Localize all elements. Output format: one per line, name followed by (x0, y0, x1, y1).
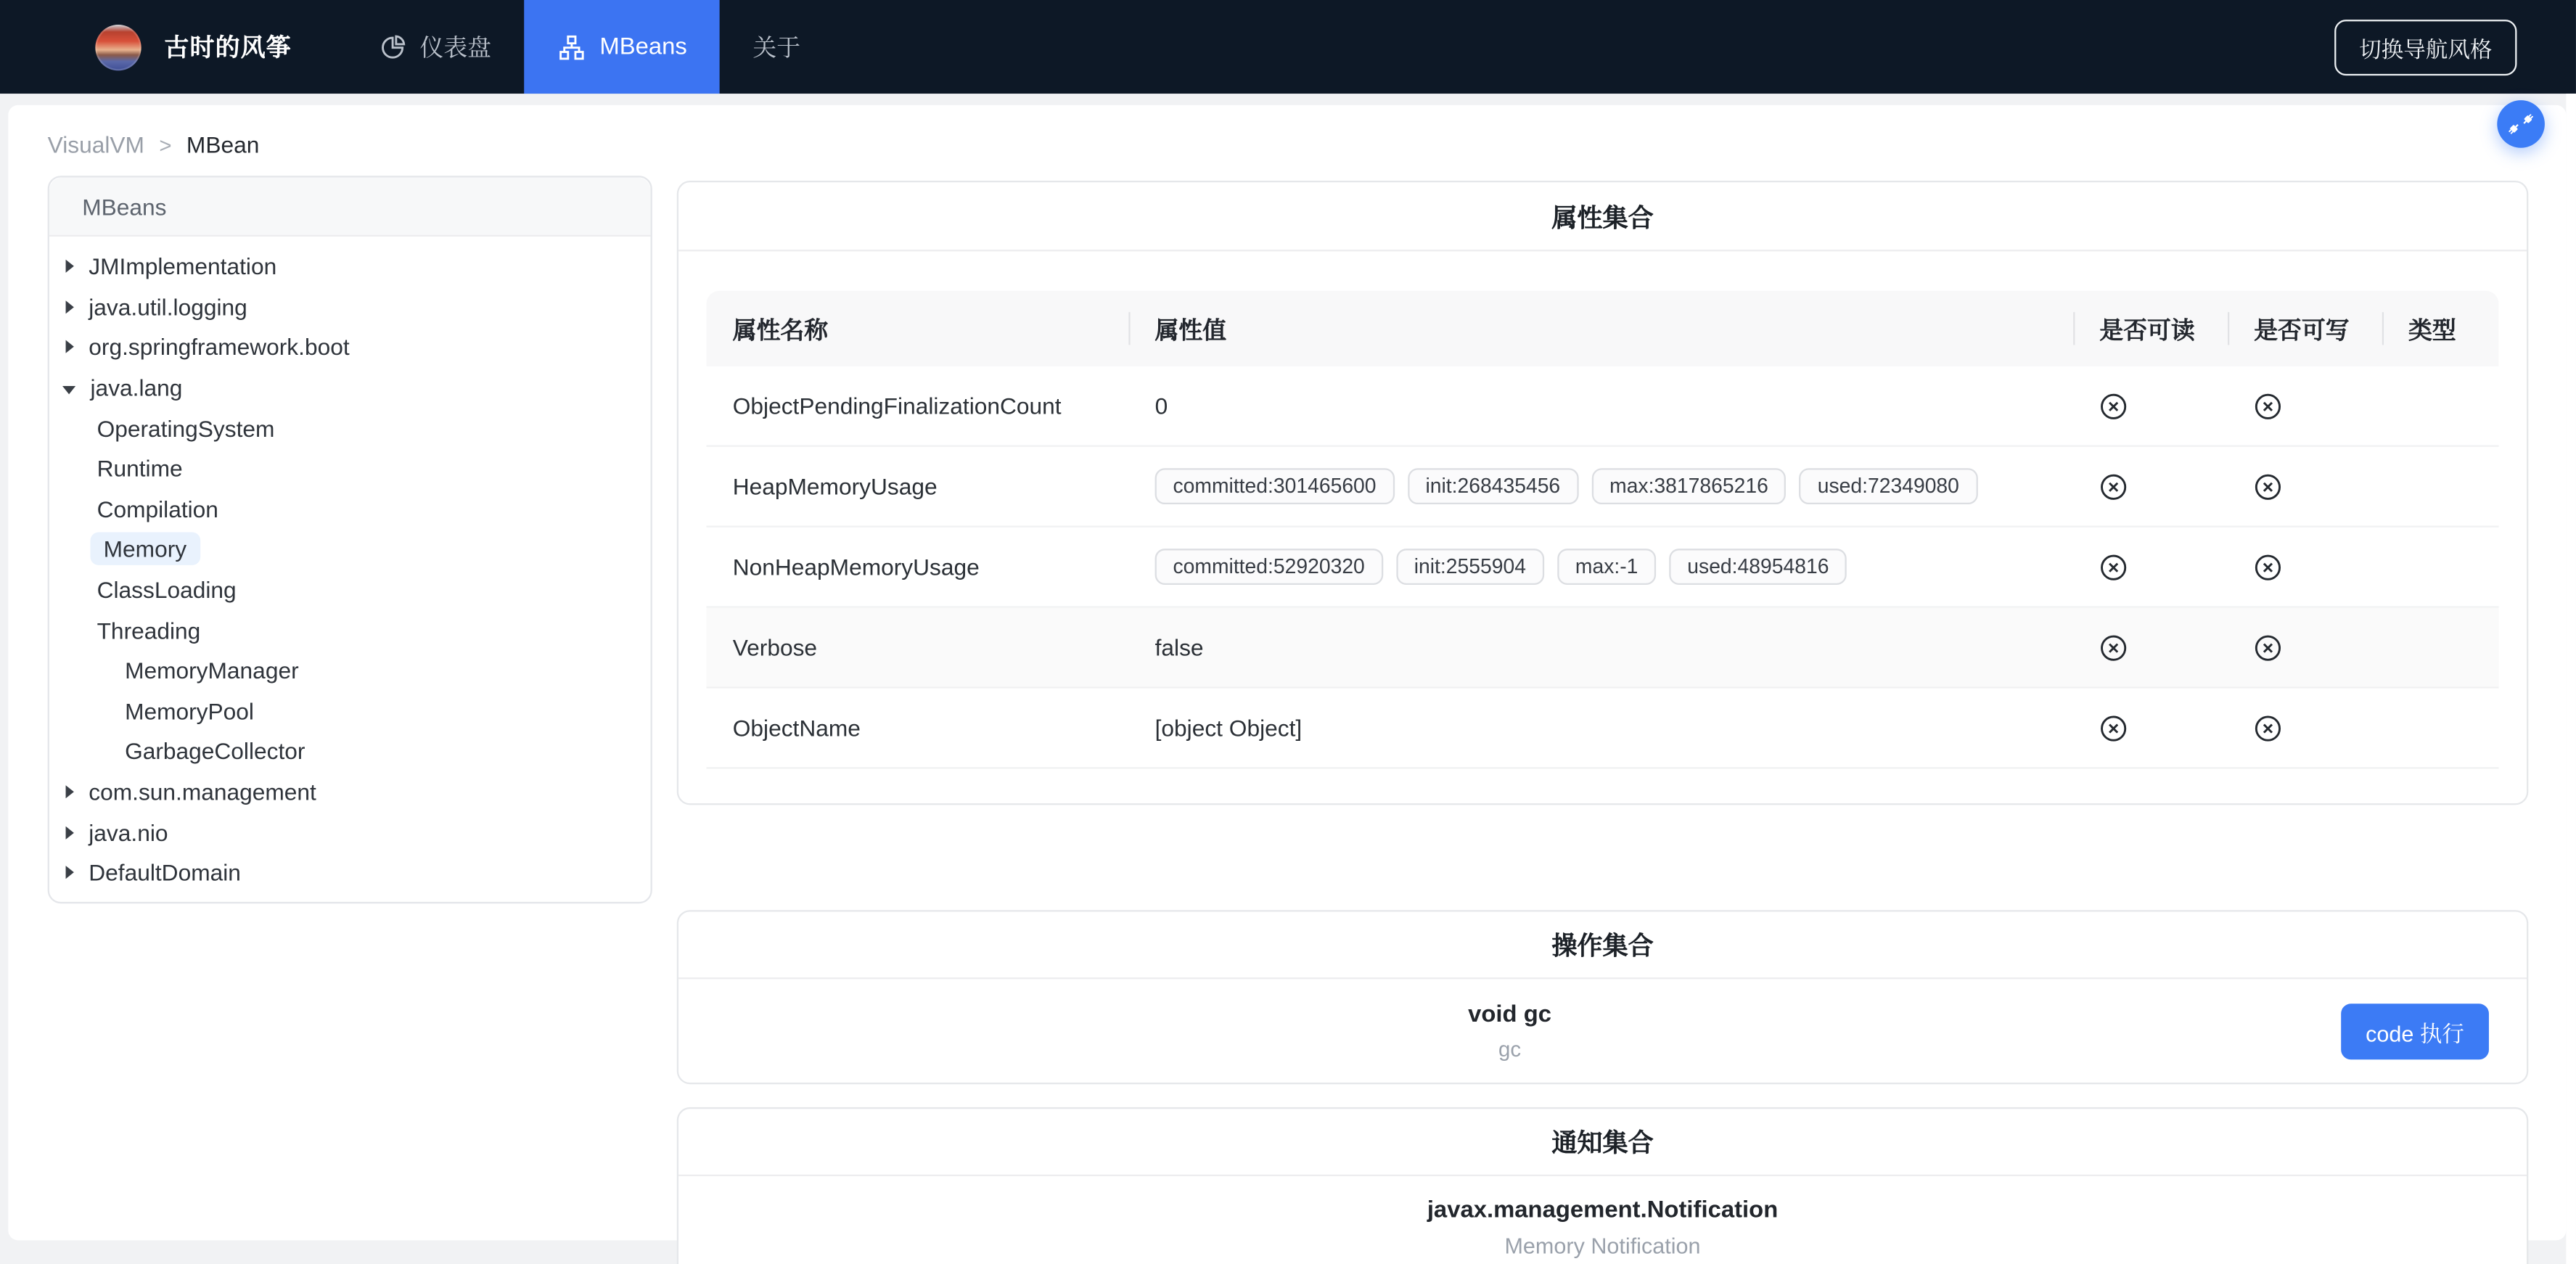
tree-item-threading[interactable]: Threading (97, 617, 201, 644)
close-circle-icon (2099, 714, 2127, 742)
attributes-card (677, 181, 2529, 805)
api-plug-icon (2507, 110, 2535, 138)
attr-name: Verbose (732, 633, 818, 661)
connection-fab-button[interactable] (2497, 100, 2545, 148)
tree-item-compilation[interactable]: Compilation (97, 496, 218, 522)
tree-item-classloading[interactable]: ClassLoading (97, 576, 237, 603)
column-header-type: 类型 (2382, 291, 2499, 366)
breadcrumb-parent[interactable]: VisualVM (47, 131, 144, 158)
caret-right-icon (66, 260, 74, 273)
nav-item-label: 仪表盘 (419, 36, 491, 63)
attr-value: 0 (1154, 393, 1168, 419)
table-row (707, 447, 2499, 528)
operation-name: gc (1498, 1035, 1522, 1061)
tree-item-garbagecollector[interactable]: GarbageCollector (125, 738, 305, 765)
notification-row (678, 1176, 2527, 1264)
mbeans-tree-card (48, 176, 652, 903)
close-circle-icon (2254, 553, 2281, 580)
operations-card (677, 910, 2529, 1084)
breadcrumb-separator: > (159, 132, 172, 157)
attr-name: ObjectName (732, 714, 861, 742)
content-panel (8, 105, 2566, 1259)
nav-menu (344, 0, 833, 94)
table-header-row (707, 291, 2499, 366)
switch-nav-style-button[interactable]: 切换导航风格 (2334, 19, 2516, 75)
column-header-value: 属性值 (1128, 291, 2073, 366)
tree-item-java-util-logging[interactable]: java.util.logging (49, 287, 651, 327)
brand-title: 古时的风筝 (164, 34, 292, 63)
close-circle-icon (2099, 472, 2127, 500)
tree-item-java-nio[interactable]: java.nio (49, 812, 651, 853)
value-tag: max:-1 (1557, 549, 1656, 585)
attributes-table (707, 291, 2499, 769)
caret-right-icon (66, 300, 74, 313)
tree-item-operatingsystem[interactable]: OperatingSystem (97, 415, 275, 442)
tree-card-title: MBeans (49, 178, 651, 237)
table-row (707, 366, 2499, 447)
operation-info (678, 1001, 2341, 1061)
attr-name: NonHeapMemoryUsage (732, 553, 980, 580)
tree-item-jmimplementation[interactable]: JMImplementation (49, 247, 651, 287)
pie-chart-icon (377, 32, 407, 62)
tree-item-java-lang[interactable]: java.lang (49, 368, 651, 409)
nav-item-label: 关于 (752, 36, 801, 63)
value-tag: used:72349080 (1800, 468, 1977, 504)
attr-name: HeapMemoryUsage (732, 473, 938, 500)
caret-right-icon (66, 785, 74, 798)
top-nav (0, 0, 2576, 94)
execute-operation-button[interactable]: code 执行 (2341, 1003, 2489, 1059)
nav-item-mbeans[interactable] (524, 0, 720, 94)
close-circle-icon (2099, 553, 2127, 580)
tree-item-memorymanager[interactable]: MemoryManager (125, 657, 299, 684)
attr-value-tags (1128, 549, 2073, 585)
value-tag: committed:52920320 (1155, 549, 1383, 585)
operation-row (678, 979, 2527, 1083)
caret-down-icon (62, 385, 75, 393)
tree-item-org-springframework-boot[interactable]: org.springframework.boot (49, 327, 651, 368)
cluster-icon (557, 32, 587, 62)
tree-item-defaultdomain[interactable]: DefaultDomain (49, 853, 651, 893)
notification-class: javax.management.Notification (1427, 1197, 1779, 1224)
attr-value-tags (1128, 468, 2073, 504)
value-tag: max:3817865216 (1591, 468, 1787, 504)
nav-item-dashboard[interactable] (344, 0, 524, 94)
close-circle-icon (2254, 392, 2281, 419)
nav-item-about[interactable] (720, 0, 833, 94)
operation-signature: void gc (1468, 1001, 1552, 1028)
value-tag: init:2555904 (1396, 549, 1544, 585)
caret-right-icon (66, 866, 74, 879)
scrollbar[interactable] (2566, 94, 2576, 1264)
breadcrumb-current: MBean (186, 131, 260, 158)
close-circle-icon (2254, 714, 2281, 742)
attr-name: ObjectPendingFinalizationCount (732, 393, 1062, 419)
caret-right-icon (66, 341, 74, 354)
operations-card-title: 操作集合 (678, 912, 2527, 980)
table-row (707, 608, 2499, 689)
value-tag: init:268435456 (1408, 468, 1579, 504)
breadcrumb (48, 131, 260, 157)
column-header-name: 属性名称 (732, 318, 829, 345)
tree-item-com-sun-management[interactable]: com.sun.management (49, 771, 651, 812)
notification-description: Memory Notification (1504, 1234, 1701, 1259)
close-circle-icon (2099, 392, 2127, 419)
value-tag: used:48954816 (1669, 549, 1847, 585)
tree-item-memorypool[interactable]: MemoryPool (125, 697, 255, 725)
attributes-card-title: 属性集合 (678, 182, 2527, 251)
tree-item-runtime[interactable]: Runtime (97, 455, 183, 482)
notifications-card (677, 1107, 2529, 1264)
table-row (707, 528, 2499, 608)
value-tag: committed:301465600 (1155, 468, 1395, 504)
table-row (707, 689, 2499, 769)
tree-item-memory-selected[interactable]: Memory (49, 529, 651, 570)
column-header-readable: 是否可读 (2073, 291, 2228, 366)
close-circle-icon (2254, 633, 2281, 661)
notifications-card-title: 通知集合 (678, 1109, 2527, 1176)
attr-value: false (1154, 633, 1204, 661)
mbeans-tree (49, 237, 651, 892)
attr-value: [object Object] (1154, 714, 1303, 742)
caret-right-icon (66, 826, 74, 839)
close-circle-icon (2099, 633, 2127, 661)
close-circle-icon (2254, 472, 2281, 500)
nav-item-label: MBeans (599, 33, 687, 60)
avatar (95, 24, 141, 70)
column-header-writable: 是否可写 (2228, 291, 2382, 366)
